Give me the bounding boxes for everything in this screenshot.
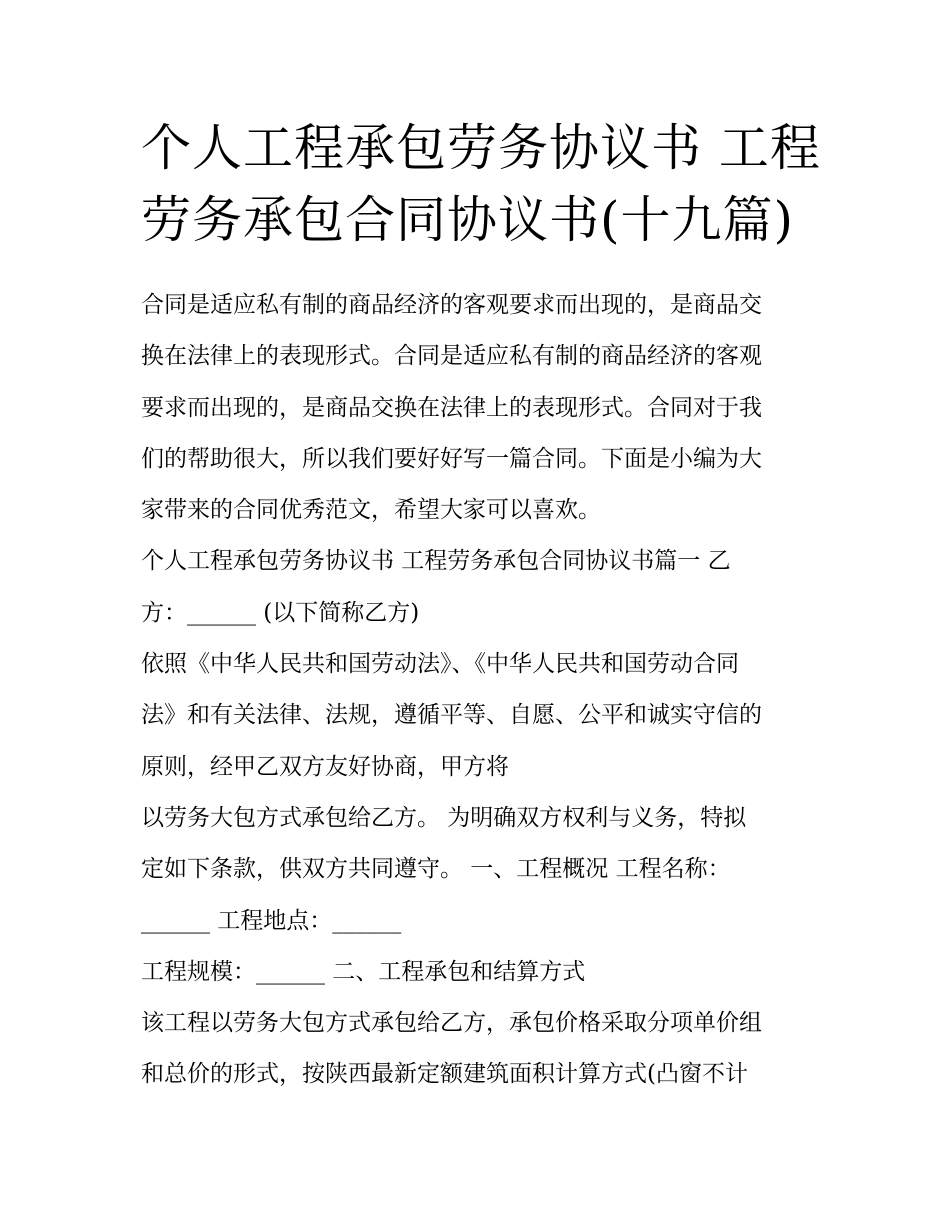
title-line: 个人工程承包劳务协议书 工程: [141, 119, 821, 177]
body-line: 该工程以劳务大包方式承包给乙方，承包价格采取分项单价组: [141, 1010, 762, 1037]
document-body: [141, 280, 821, 1101]
body-line: 以劳务大包方式承包给乙方。 为明确双方权利与义务，特拟: [141, 804, 747, 831]
document-title: [141, 112, 821, 256]
title-line: 劳务承包合同协议书(十九篇): [141, 191, 795, 249]
body-line: 定如下条款，供双方共同遵守。 一、工程概况 工程名称：: [141, 856, 731, 883]
body-line: 法》和有关法律、法规，遵循平等、自愿、公平和诚实守信的: [141, 702, 762, 729]
body-line: 和总价的形式，按陕西最新定额建筑面积计算方式(凸窗不计: [141, 1061, 748, 1088]
body-line: 工程规模：______ 二、工程承包和结算方式: [141, 958, 586, 985]
body-line: ______ 工程地点：______: [141, 907, 402, 934]
body-line: 原则，经甲乙双方友好协商，甲方将: [141, 753, 509, 780]
body-line: 依照《中华人民共和国劳动法》、《中华人民共和国劳动合同: [141, 651, 739, 678]
body-line: 家带来的合同优秀范文，希望大家可以喜欢。: [141, 497, 601, 524]
body-line: 们的帮助很大，所以我们要好好写一篇合同。下面是小编为大: [141, 445, 762, 472]
body-line: 要求而出现的，是商品交换在法律上的表现形式。合同对于我: [141, 394, 762, 421]
body-line: 个人工程承包劳务协议书 工程劳务承包合同协议书篇一 乙: [141, 548, 731, 575]
body-line: 方：______ (以下简称乙方): [141, 599, 420, 626]
body-line: 换在法律上的表现形式。合同是适应私有制的商品经济的客观: [141, 343, 762, 370]
body-line: 合同是适应私有制的商品经济的客观要求而出现的，是商品交: [141, 292, 762, 318]
